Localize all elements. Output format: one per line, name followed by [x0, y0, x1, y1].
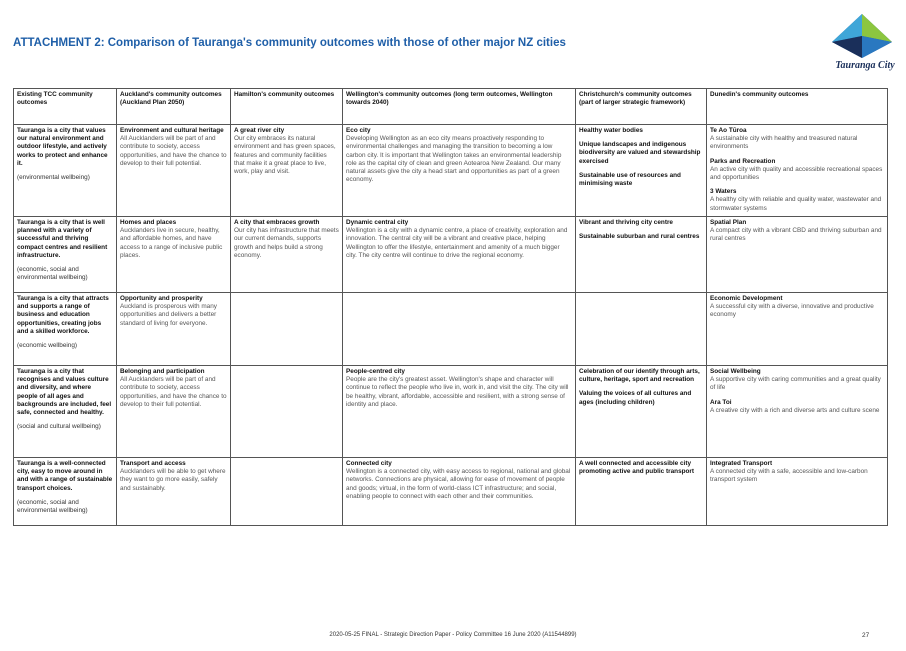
tauranga-logo: [830, 12, 894, 74]
cell-tcc: [14, 217, 117, 293]
page-number: 27: [862, 632, 870, 639]
christchurch-item: Unique landscapes and indigenous biodiversity are valued and stewardship exercised: [579, 141, 701, 165]
dunedin-text: A successful city with a diverse, innovative and productive economy: [710, 303, 874, 319]
cell-christchurch: [576, 125, 707, 217]
table-row: [14, 217, 888, 293]
cell-christchurch: [576, 293, 707, 366]
hamilton-text: Our city embraces its natural environment and has green spaces, features and community facilities that make it a great place to live, work, play and visit.: [234, 135, 336, 176]
dunedin-title: Parks and Recreation: [710, 157, 776, 165]
tcc-outcome: Tauranga is a city that is well planned with a variety of successful and thriving compact centres and resilient infrastructure.: [17, 219, 108, 259]
dunedin-text: A compact city with a vibrant CBD and thriving suburban and rural centres: [710, 227, 882, 243]
tcc-outcome: Tauranga is a well-connected city, easy to move around in and with a range of sustainable transport choices.: [17, 460, 113, 492]
table-header-row: [14, 89, 888, 125]
cell-dunedin: [707, 458, 888, 526]
christchurch-item: Sustainable suburban and rural centres: [579, 233, 700, 241]
dunedin-text: A connected city with a safe, accessible and low-carbon transport system: [710, 468, 868, 484]
cell-christchurch: [576, 217, 707, 293]
header-christchurch: Christchurch's community outcomes (part of larger strategic framework): [576, 89, 707, 125]
tcc-outcome: Tauranga is a city that recognises and values culture and diversity, and where people of all ages and backgrounds are included, feel safe, connected and healthy.: [17, 368, 112, 417]
dunedin-text: A sustainable city with healthy and treasured natural environments: [710, 135, 858, 151]
table-row: [14, 125, 888, 217]
header-wellington: Wellington's community outcomes (long term outcomes, Wellington towards 2040): [343, 89, 576, 125]
header-tcc: Existing TCC community outcomes: [14, 89, 117, 125]
dunedin-text: An active city with quality and accessible recreational spaces and opportunities: [710, 165, 883, 182]
wellington-text: People are the city's greatest asset. Wellington's shape and character will continue to reflect the people who live in, work in, and visit the city. The city will be healthy, vibrant, affordable, accessible and resilient, with a strong sense of identity and place.: [346, 376, 569, 408]
header-hamilton: Hamilton's community outcomes: [231, 89, 343, 125]
cell-wellington: [343, 366, 576, 458]
dunedin-title: Integrated Transport: [710, 460, 773, 467]
cell-dunedin: [707, 366, 888, 458]
cell-christchurch: [576, 458, 707, 526]
cell-auckland: [117, 366, 231, 458]
header-auckland: Auckland's community outcomes (Auckland Plan 2050): [117, 89, 231, 125]
christchurch-item: Vibrant and thriving city centre: [579, 219, 673, 226]
hamilton-text: Our city has infrastructure that meets our current demands, supports growth and helps build a strong economy.: [234, 227, 339, 259]
wellington-title: Dynamic central city: [346, 219, 409, 226]
cell-hamilton: [231, 217, 343, 293]
auckland-title: Environment and cultural heritage: [120, 127, 224, 134]
table-row: [14, 293, 888, 366]
cell-dunedin: [707, 217, 888, 293]
dunedin-text: A creative city with a rich and diverse arts and culture scene: [710, 406, 880, 414]
auckland-title: Opportunity and prosperity: [120, 295, 203, 302]
cell-tcc: [14, 293, 117, 366]
christchurch-item: Sustainable use of resources and minimising waste: [579, 171, 681, 188]
cell-auckland: [117, 458, 231, 526]
auckland-text: Aucklanders live in secure, healthy, and affordable homes, and have access to a range of inclusive public places.: [120, 227, 223, 259]
cell-wellington: [343, 125, 576, 217]
cell-wellington: [343, 293, 576, 366]
tcc-outcome: Tauranga is a city that attracts and supports a range of business and education opportunities, creating jobs and a skilled workforce.: [17, 295, 109, 335]
christchurch-item: Celebration of our identify through arts, culture, heritage, sport and recreation: [579, 368, 700, 384]
table-row: [14, 458, 888, 526]
dunedin-text: A supportive city with caring communities and a great quality of life: [710, 376, 881, 392]
wellbeing-note: (economic, social and environmental wellbeing): [17, 498, 88, 515]
tcc-outcome: Tauranga is a city that values our natural environment and outdoor lifestyle, and actively works to protect and enhance it.: [17, 127, 108, 167]
wellbeing-note: (social and cultural wellbeing): [17, 423, 101, 431]
cell-hamilton: [231, 293, 343, 366]
auckland-text: All Aucklanders will be part of and contribute to society, access opportunities, and have the chance to develop to their full potential.: [120, 135, 227, 167]
christchurch-item: Valuing the voices of all cultures and ages (including children): [579, 390, 692, 406]
wellington-title: People-centred city: [346, 368, 405, 375]
dunedin-title: Economic Development: [710, 295, 783, 302]
cell-dunedin: [707, 293, 888, 366]
auckland-title: Belonging and participation: [120, 368, 205, 375]
cell-christchurch: [576, 366, 707, 458]
wellington-text: Wellington is a connected city, with easy access to regional, national and global networks. Connections are physical, allowing for ease of movement of people and goods; virtual, in the form of world-class ICT infrastructure; and social, enabling people to connect with each other and their communities.: [346, 468, 571, 500]
wellbeing-note: (environmental wellbeing): [17, 174, 90, 182]
dunedin-title: Te Ao Tūroa: [710, 127, 747, 134]
cell-wellington: [343, 458, 576, 526]
cell-hamilton: [231, 366, 343, 458]
cell-auckland: [117, 293, 231, 366]
dunedin-title: 3 Waters: [710, 188, 737, 196]
wellington-text: Developing Wellington as an eco city means proactively responding to environmental challenges and managing the transition to becoming a low carbon city. It is important that Wellington takes an environmental leadership role as the capital city of clean and green Aotearoa New Zealand. Our many natural assets give the city a head start and opportunities as part of a green economy.: [346, 135, 562, 184]
wellington-text: Wellington is a city with a dynamic centre, a place of creativity, exploration and innovation. The central city will be a vibrant and creative place, helping Wellington to offer the lifestyle, entertainment and amenity of a much bigger city. The city centre will continue to drive the regional economy.: [346, 227, 568, 259]
logo-text: Tauranga City: [835, 60, 895, 71]
cell-tcc: [14, 366, 117, 458]
cell-tcc: [14, 458, 117, 526]
dunedin-text: A healthy city with reliable and quality water, wastewater and stormwater systems: [710, 196, 882, 212]
christchurch-item: Healthy water bodies: [579, 127, 643, 134]
auckland-title: Transport and access: [120, 460, 186, 467]
wellbeing-note: (economic, social and environmental wellbeing): [17, 266, 88, 282]
page-footer: 2020-05-25 FINAL - Strategic Direction Paper - Policy Committee 16 June 2020 (A11544899): [329, 632, 577, 638]
cell-dunedin: [707, 125, 888, 217]
auckland-text: Aucklanders will be able to get where they want to go more easily, safely and sustainably.: [120, 468, 226, 492]
dunedin-title: Spatial Plan: [710, 219, 747, 226]
dunedin-title: Social Wellbeing: [710, 368, 761, 375]
wellington-title: Eco city: [346, 127, 371, 134]
wellington-title: Connected city: [346, 460, 392, 467]
auckland-text: Auckland is prosperous with many opportunities and delivers a better standard of living for everyone.: [120, 303, 217, 327]
wellbeing-note: (economic wellbeing): [17, 342, 78, 350]
auckland-title: Homes and places: [120, 219, 177, 226]
auckland-text: All Aucklanders will be part of and contribute to society, access opportunities, and have the chance to develop to their full potential.: [120, 376, 227, 408]
hamilton-title: A great river city: [234, 127, 285, 134]
header-dunedin: Dunedin's community outcomes: [707, 89, 888, 125]
table-row: [14, 366, 888, 458]
page-title: ATTACHMENT 2: Comparison of Tauranga's community outcomes with those of other major NZ cities: [13, 37, 566, 49]
hamilton-title: A city that embraces growth: [234, 219, 320, 226]
cell-hamilton: [231, 458, 343, 526]
christchurch-item: A well connected and accessible city promoting active and public transport: [579, 460, 695, 476]
cell-tcc: [14, 125, 117, 217]
cell-auckland: [117, 125, 231, 217]
cell-wellington: [343, 217, 576, 293]
dunedin-title: Ara Toi: [710, 398, 732, 406]
cell-hamilton: [231, 125, 343, 217]
tauranga-logo-icon: [830, 12, 894, 60]
comparison-table: [13, 88, 888, 526]
cell-auckland: [117, 217, 231, 293]
